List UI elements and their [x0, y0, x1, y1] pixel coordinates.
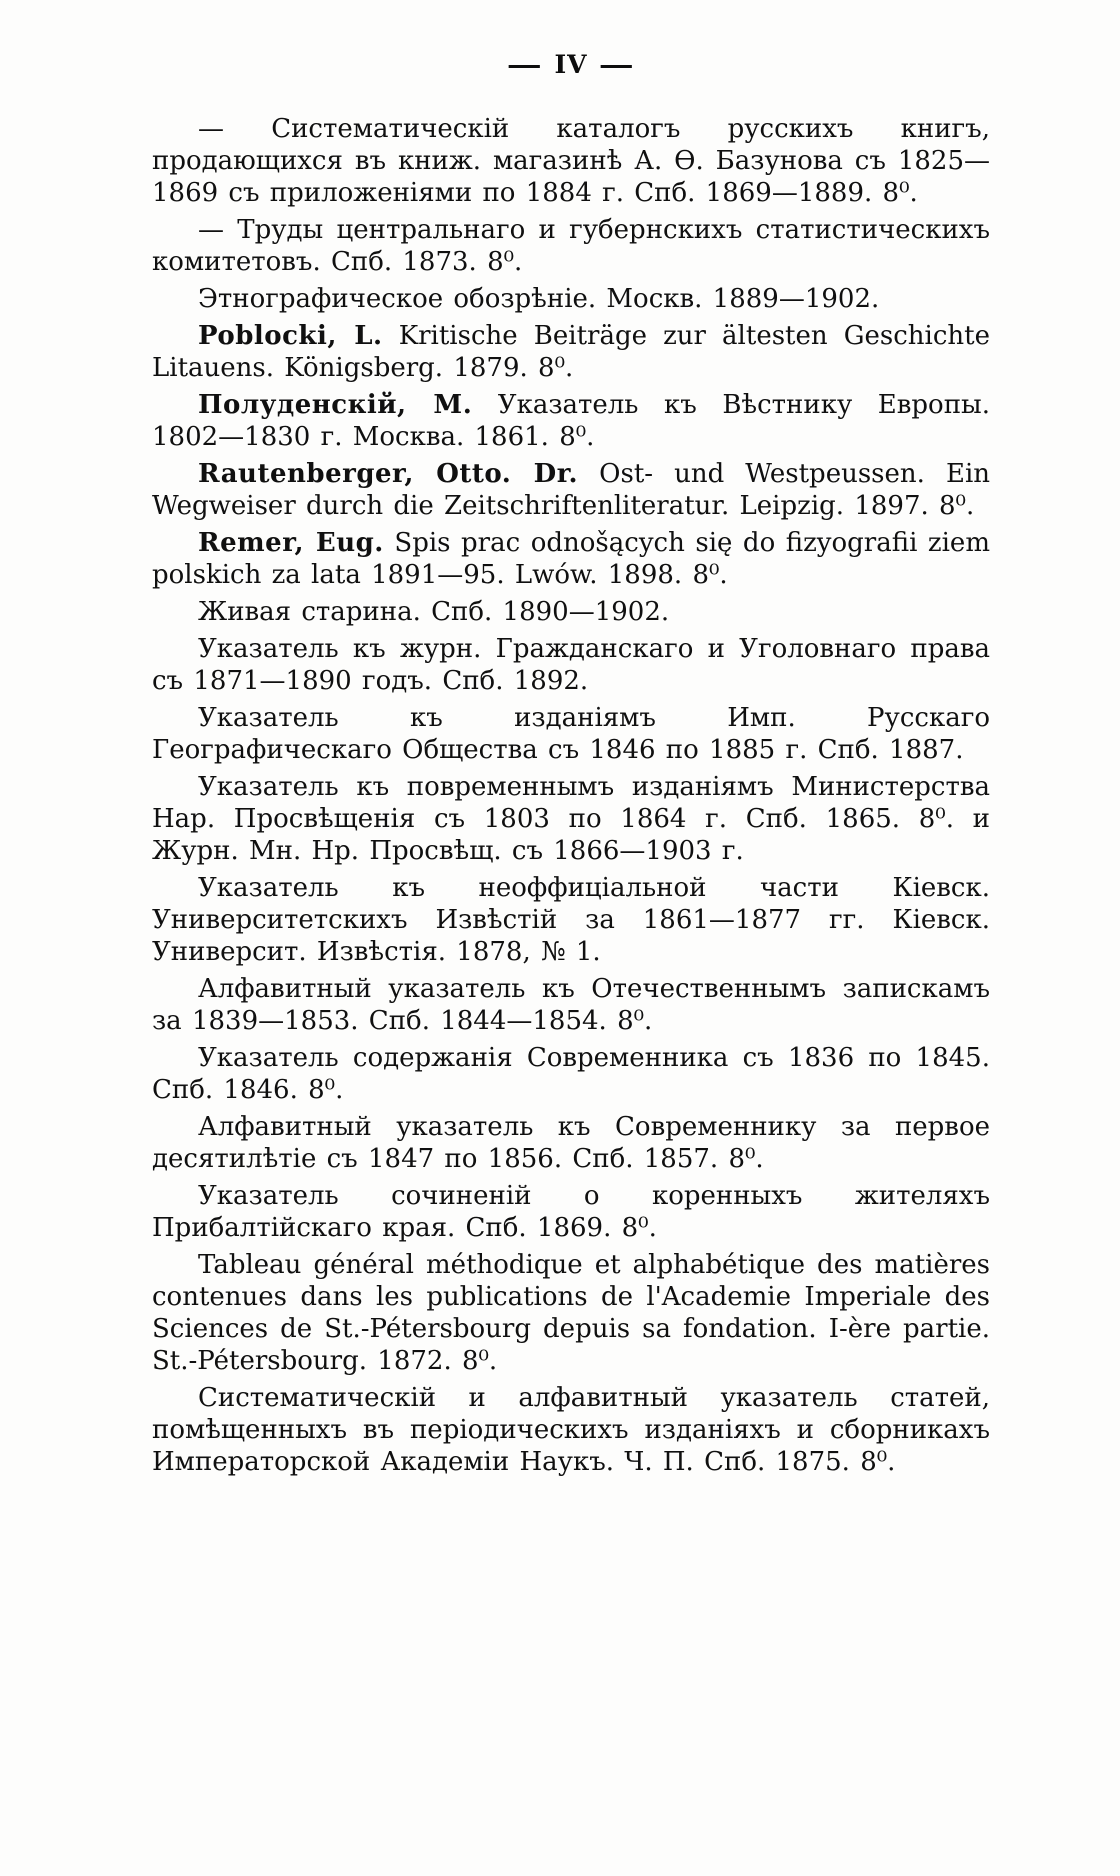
- entry-text: Kritische Beiträge zur ältesten Geschichte Litauens. Königsberg. 1879. 8⁰.: [152, 321, 990, 383]
- bibliography-entry: [152, 1382, 990, 1478]
- bibliography-entry: [152, 320, 990, 384]
- entry-text: — Труды центральнаго и губернскихъ статистическихъ комитетовъ. Спб. 1873. 8⁰.: [152, 215, 990, 277]
- bibliography-entry: [152, 527, 990, 591]
- entry-text: Систематическій и алфавитный указатель статей, помѣщенныхъ въ періодическихъ изданіяхъ и сборникахъ Императорской Академіи Наукъ. Ч. П. Спб. 1875. 8⁰.: [152, 1383, 990, 1477]
- entry-text: Этнографическое обозрѣніе. Москв. 1889—1902.: [198, 284, 880, 314]
- entry-text: Алфавитный указатель къ Отечественнымъ запискамъ за 1839—1853. Спб. 1844—1854. 8⁰.: [152, 974, 990, 1036]
- bibliography-entry: [152, 113, 990, 209]
- bibliography-entry: [152, 389, 990, 453]
- entry-text: Указатель къ журн. Гражданскаго и Уголовнаго права съ 1871—1890 годъ. Спб. 1892.: [152, 634, 990, 696]
- bibliography-entry: [152, 283, 990, 315]
- entry-text: Tableau général méthodique et alphabétique des matières contenues dans les publications de l'Academie Imperiale des Sciences de St.-Pétersbourg depuis sa fondation. I-ère partie. St.-Pétersbourg. 1872. 8⁰.: [152, 1250, 990, 1376]
- entry-text: Указатель къ Вѣстнику Европы. 1802—1830 г. Москва. 1861. 8⁰.: [152, 390, 990, 452]
- entry-text: Ost- und Westpeussen. Ein Wegweiser durch die Zeitschriftenliteratur. Leipzig. 1897. 8⁰.: [152, 459, 991, 521]
- entry-text: Алфавитный указатель къ Современнику за первое десятилѣтіе съ 1847 по 1856. Спб. 1857. 8⁰.: [152, 1112, 990, 1174]
- entry-text: Указатель содержанія Современника съ 1836 по 1845. Спб. 1846. 8⁰.: [152, 1043, 990, 1105]
- header-dash-right: —: [598, 50, 635, 79]
- entry-text: Указатель къ повременнымъ изданіямъ Министерства Нар. Просвѣщенія съ 1803 по 1864 г. Спб. 1865. 8⁰. и Журн. Мн. Нр. Просвѣщ. съ 1866—1903 г.: [152, 772, 990, 866]
- bibliography-entry: [152, 596, 990, 628]
- bibliography-entry: [152, 702, 990, 766]
- entry-author: Rautenberger, Otto. Dr.: [198, 459, 579, 489]
- entry-text: — Систематическій каталогъ русскихъ книгъ, продающихся въ книж. магазинѣ А. Ѳ. Базунова съ 1825—1869 съ приложеніями по 1884 г. Спб. 1869—1889. 8⁰.: [152, 114, 990, 208]
- entry-author: Полуденскій, М.: [198, 390, 473, 420]
- bibliography-entry: [152, 214, 990, 278]
- page-number: IV: [554, 50, 588, 79]
- bibliography-entry: [152, 458, 990, 522]
- bibliography-entry: [152, 633, 990, 697]
- bibliography-entry: [152, 872, 990, 968]
- bibliography-entry: [152, 973, 990, 1037]
- bibliography-entry: [152, 771, 990, 867]
- entry-text: Указатель къ неоффиціальной части Кіевск. Университетскихъ Извѣстій за 1861—1877 гг. Кіевск. Университ. Извѣстія. 1878, № 1.: [152, 873, 990, 967]
- header-dash-left: —: [507, 50, 544, 79]
- entry-text: Spis prac odnošących się do fizyografii ziem polskich za lata 1891—95. Lwów. 1898. 8⁰.: [152, 528, 990, 590]
- entry-text: Указатель сочиненій о коренныхъ жителяхъ Прибалтійскаго края. Спб. 1869. 8⁰.: [152, 1181, 990, 1243]
- bibliography-entry: [152, 1042, 990, 1106]
- entry-text: Живая старина. Спб. 1890—1902.: [198, 597, 670, 627]
- bibliography-entry: [152, 1111, 990, 1175]
- entry-author: Poblocki, L.: [198, 321, 383, 351]
- entry-text: Указатель къ изданіямъ Имп. Русскаго Географическаго Общества съ 1846 по 1885 г. Спб. 1887.: [152, 703, 990, 765]
- entry-author: Remer, Eug.: [198, 528, 384, 558]
- bibliography-list: [152, 113, 990, 1478]
- bibliography-entry: [152, 1180, 990, 1244]
- page-header: [152, 50, 990, 79]
- bibliography-entry: [152, 1249, 990, 1377]
